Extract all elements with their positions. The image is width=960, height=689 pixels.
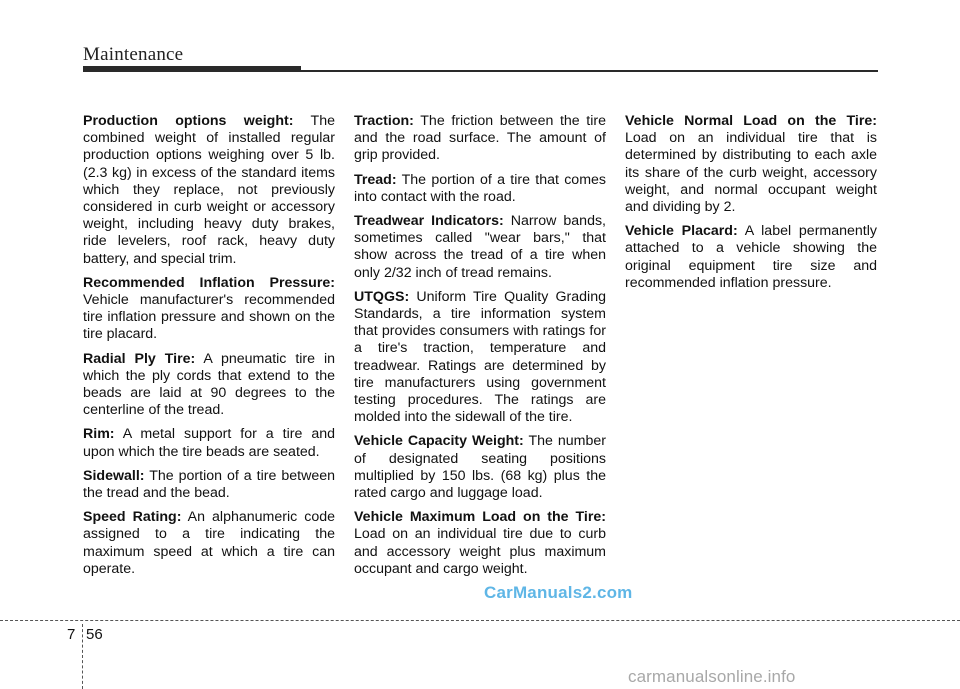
glossary-term: Vehicle Placard: [625, 223, 738, 240]
column-2 [354, 113, 606, 585]
glossary-term: Tread: [354, 171, 397, 188]
glossary-term: Production options weight: [83, 113, 294, 129]
glossary-definition: Uniform Tire Quality Grading Standards, a tire information system that provides consumers with ratings for a tire's traction, temperature and treadwear. Ratings are determined by tire manufacturers using government testing procedures. The ratings are molded into the sidewall of the tire. [354, 288, 606, 426]
site-watermark: CarManuals2.com [484, 583, 633, 602]
footer-page-number: 56 [86, 626, 103, 643]
glossary-definition: The friction between the tire and the road surface. The amount of grip provided. [354, 113, 606, 164]
glossary-definition: Vehicle manufacturer's recommended tire inflation pressure and shown on the tire placard. [83, 292, 335, 343]
glossary-term: Treadwear Indicators: [354, 213, 504, 230]
glossary-term: UTQGS: [354, 288, 410, 305]
glossary-definition: A metal support for a tire and upon which the tire beads are seated. [83, 426, 335, 460]
footer-dashed-rule [0, 620, 960, 621]
glossary-definition: Load on an individual tire due to curb and accessory weight plus maximum occupant and cargo weight. [354, 526, 606, 577]
glossary-term: Speed Rating: [83, 509, 182, 526]
glossary-entry [354, 289, 606, 427]
header-rule-thick [83, 66, 301, 72]
glossary-definition: A pneumatic tire in which the ply cords that extend to the beads are laid at 90 degrees to the centerline of the tread. [83, 350, 335, 419]
glossary-term: Vehicle Capacity Weight: [354, 433, 524, 450]
glossary-entry [83, 351, 335, 420]
glossary-entry [354, 113, 606, 165]
page-header-title: Maintenance [83, 44, 184, 65]
glossary-term: Vehicle Normal Load on the Tire: [625, 113, 877, 129]
glossary-term: Radial Ply Tire: [83, 350, 196, 367]
footer-chapter-number: 7 [67, 626, 76, 643]
glossary-definition: The combined weight of installed regular production options weighing over 5 lb. (2.3 kg) in excess of the standard items which they replace, not previously considered in curb weight or accessory weight, including heavy duty brakes, ride levelers, roof rack, heavy duty battery, and special trim. [83, 113, 335, 267]
glossary-definition: An alphanumeric code assigned to a tire indicating the maximum speed at which a tire can operate. [83, 509, 335, 577]
footer-site-watermark: carmanualsonline.info [628, 667, 796, 686]
glossary-entry [354, 172, 606, 206]
column-3 [625, 113, 877, 299]
glossary-entry [354, 433, 606, 502]
glossary-definition: The portion of a tire that comes into contact with the road. [354, 171, 606, 205]
glossary-entry [354, 213, 606, 282]
glossary-term: Vehicle Maximum Load on the Tire: [354, 509, 606, 526]
glossary-entry [625, 113, 877, 216]
glossary-term: Recommended Inflation Pressure: [83, 274, 335, 291]
glossary-definition: The number of designated seating positions multiplied by 150 lbs. (68 kg) plus the rated cargo and luggage load. [354, 433, 606, 502]
glossary-definition: The portion of a tire between the tread and the bead. [83, 467, 335, 502]
glossary-entry [625, 223, 877, 292]
glossary-definition: Narrow bands, sometimes called "wear bars," that show across the tread of a tire when only 2/32 inch of tread remains. [354, 213, 606, 281]
glossary-entry [354, 509, 606, 578]
glossary-term: Traction: [354, 113, 414, 129]
glossary-entry [83, 275, 335, 344]
glossary-entry [83, 468, 335, 502]
glossary-definition: Load on an individual tire that is determined by distributing to each axle its share of the curb weight, accessory weight, and normal occupant weight and dividing by 2. [625, 130, 877, 216]
glossary-entry [83, 426, 335, 460]
glossary-definition: A label permanently attached to a vehicle showing the original equipment tire size and recommended inflation pressure. [625, 223, 877, 291]
header-rule-thin [301, 70, 878, 72]
glossary-term: Rim: [83, 426, 115, 443]
glossary-entry [83, 509, 335, 578]
footer-page-divider [82, 624, 83, 689]
glossary-term: Sidewall: [83, 467, 145, 484]
column-1 [83, 113, 335, 585]
glossary-entry [83, 113, 335, 268]
